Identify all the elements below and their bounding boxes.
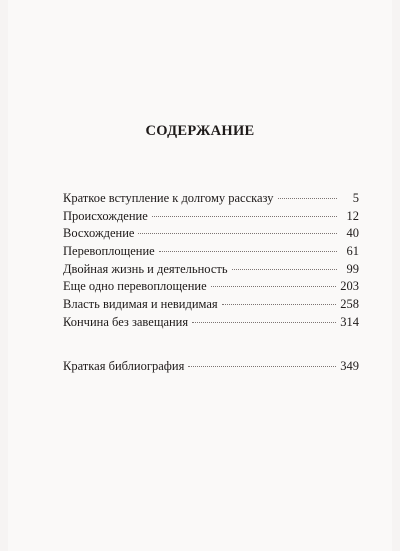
entry-title: Перевоплощение <box>63 244 155 259</box>
dot-leader <box>188 366 336 367</box>
bibliography-entry[interactable] <box>63 358 359 374</box>
dot-leader <box>138 233 337 234</box>
contents-entry[interactable] <box>63 314 359 330</box>
entry-title: Двойная жизнь и деятельность <box>63 261 228 276</box>
dot-leader <box>152 216 337 217</box>
entry-page-number: 5 <box>352 191 359 205</box>
contents-title: СОДЕРЖАНИЕ <box>145 123 255 139</box>
dot-leader <box>211 286 337 287</box>
contents-list <box>63 190 359 376</box>
entry-page-number: 258 <box>340 297 359 312</box>
contents-entry[interactable] <box>63 243 359 259</box>
entry-page-number: 12 <box>346 208 359 223</box>
entry-title: Краткая библиография <box>63 358 185 373</box>
contents-entry[interactable] <box>63 278 359 294</box>
entry-page-number: 99 <box>346 261 359 276</box>
dot-leader <box>278 198 338 199</box>
dot-leader <box>192 322 336 323</box>
entry-page-number: 349 <box>340 358 359 373</box>
contents-entry[interactable] <box>63 225 359 241</box>
entry-title: Восхождение <box>63 226 135 241</box>
entry-title: Еще одно перевоплощение <box>63 279 207 294</box>
entry-title: Кончина без завещания <box>63 314 189 329</box>
entry-page-number: 40 <box>346 226 359 241</box>
dot-leader <box>159 251 337 252</box>
entry-title: Происхождение <box>63 208 148 223</box>
contents-entry[interactable] <box>63 261 359 277</box>
entry-page-number: 61 <box>346 244 359 259</box>
dot-leader <box>222 304 337 305</box>
entry-page-number: 203 <box>340 279 359 294</box>
contents-entry[interactable] <box>63 208 359 224</box>
entry-title: Власть видимая и невидимая <box>63 297 218 312</box>
entry-page-number: 314 <box>340 314 359 329</box>
dot-leader <box>232 269 337 270</box>
entry-title: Краткое вступление к долгому рассказу <box>63 191 274 205</box>
contents-entry[interactable] <box>63 190 359 206</box>
contents-entry[interactable] <box>63 296 359 312</box>
